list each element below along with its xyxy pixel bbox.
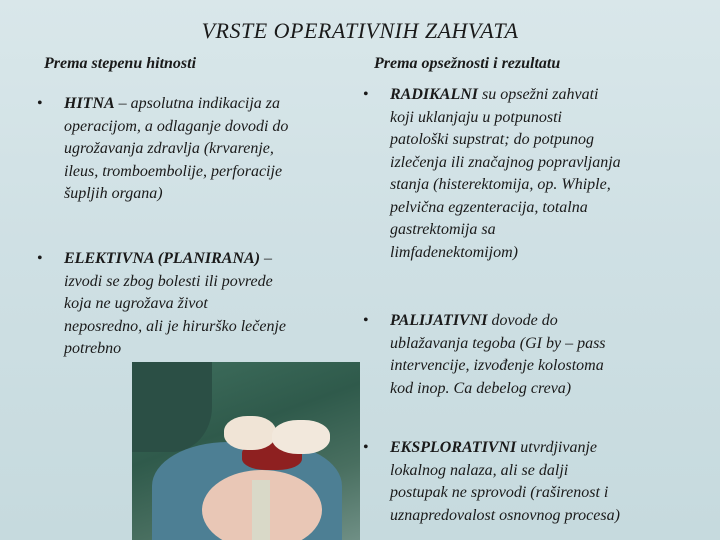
item-text: stanja (histerektomija, op. Whiple,: [390, 176, 611, 193]
item-text: kod inop. Ca debelog creva): [390, 379, 572, 397]
item-term: EKSPLORATIVNI: [390, 439, 517, 456]
item-text: patološki supstrat; do potpunog: [390, 131, 595, 148]
item-text: su opsežni zahvati: [478, 86, 599, 103]
item-term: RADIKALNI: [390, 86, 479, 103]
item-text: ileus, tromboembolije, perforacije: [64, 162, 283, 180]
surgery-photo: [132, 362, 360, 540]
item-text: – apsolutna indikacija za: [114, 95, 280, 112]
item-text: postupak ne sprovodi (raširenost i: [390, 484, 609, 501]
item-text: utvrdjivanje: [516, 439, 597, 456]
list-item-radikalni: [363, 84, 680, 264]
item-text: šupljih organa): [64, 185, 163, 202]
left-column-heading: Prema stepenu hitnosti: [44, 55, 197, 72]
item-text: neposredno, ali je hirurško lečenje: [64, 317, 287, 335]
list-item-eksplorativni: [363, 437, 680, 527]
item-text: gastrektomija sa: [390, 221, 496, 238]
list-item-elektivna: [37, 248, 360, 361]
item-text: lokalnog nalaza, ali se dalji: [390, 461, 569, 479]
gloved-hand-right: [272, 420, 330, 454]
list-item-hitna: [37, 93, 360, 206]
item-text: uznapredovalost osnovnog procesa): [390, 506, 620, 524]
item-text: limfadenektomijom): [390, 243, 518, 261]
item-text: koja ne ugrožava život: [64, 295, 208, 312]
retractor: [252, 480, 270, 540]
gloved-hand-left: [224, 416, 276, 450]
bullet-icon: •: [363, 86, 369, 103]
item-term: HITNA: [64, 95, 115, 112]
item-text: ublažavanja tegoba (GI by – pass: [390, 334, 606, 352]
item-text: koji uklanjaju u potpunosti: [390, 108, 562, 126]
surgeon-gown: [132, 362, 212, 452]
item-text: dovode do: [487, 312, 558, 329]
bullet-icon: •: [37, 250, 43, 267]
item-text: potrebno: [64, 340, 122, 357]
item-term: ELEKTIVNA (PLANIRANA): [64, 250, 261, 267]
item-text: ugrožavanja zdravlja (krvarenje,: [64, 140, 274, 157]
bullet-icon: •: [363, 439, 369, 456]
item-text: operacijom, a odlaganje dovodi do: [64, 117, 289, 135]
item-term: PALIJATIVNI: [390, 312, 488, 329]
item-text: izvodi se zbog bolesti ili povrede: [64, 272, 273, 290]
item-text: –: [260, 250, 273, 267]
item-text: pelvična egzenteracija, totalna: [390, 198, 588, 216]
item-text: izlečenja ili značajnog popravljanja: [390, 153, 621, 171]
bullet-icon: •: [363, 312, 369, 329]
item-text: intervencije, izvođenje kolostoma: [390, 357, 604, 374]
right-column-heading: Prema opsežnosti i rezultatu: [374, 55, 561, 72]
bullet-icon: •: [37, 95, 43, 112]
list-item-palijativni: [363, 310, 680, 400]
slide-title: VRSTE OPERATIVNIH ZAHVATA: [201, 18, 519, 43]
